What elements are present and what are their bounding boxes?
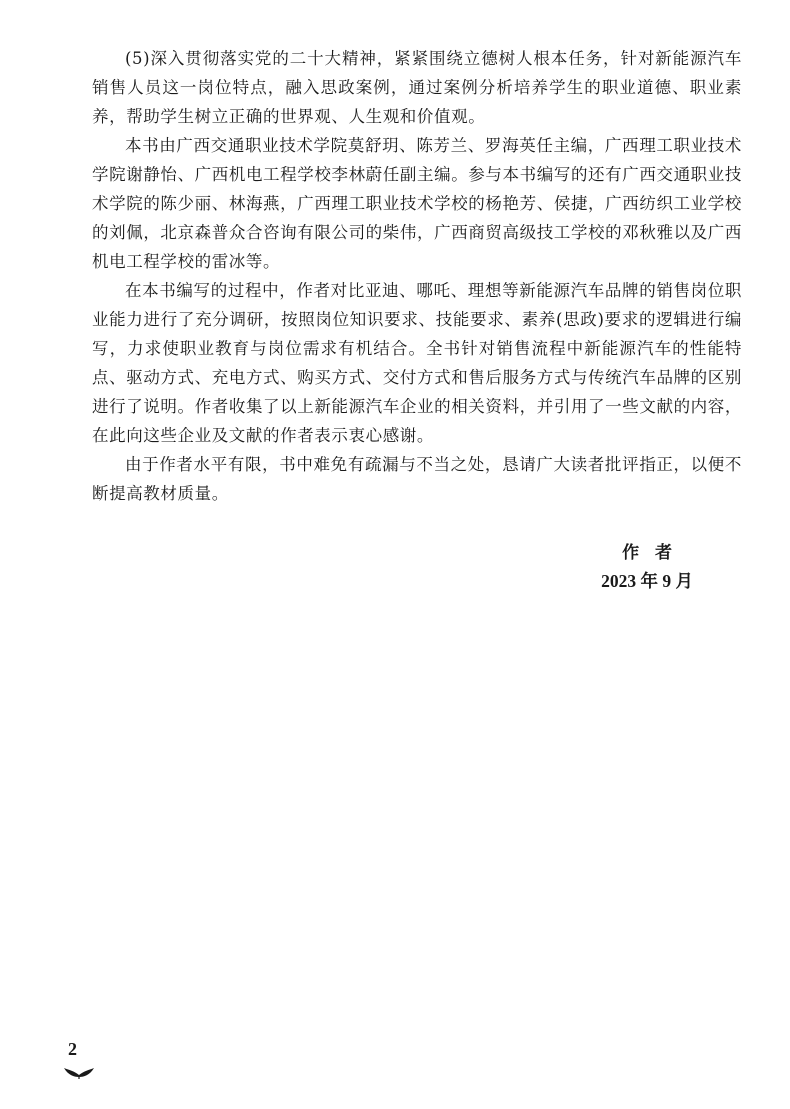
paragraph-closing: 由于作者水平有限，书中难免有疏漏与不当之处，恳请广大读者批评指正，以便不断提高教材质量。	[92, 455, 742, 503]
paragraph-editors: 本书由广西交通职业技术学院莫舒玥、陈芳兰、罗海英任主编，广西理工职业技术学院谢静怡、广西机电工程学校李林蔚任副主编。参与本书编写的还有广西交通职业技术学院的陈少丽、林海燕，广西理工职业技术学校的杨艳芳、侯捷，广西纺织工业学校的刘佩，北京森普众合咨询有限公司的柴伟，广西商贸高级技工学校的邓秋雅以及广西机电工程学校的雷冰等。	[92, 136, 742, 271]
page-number: 2	[68, 1039, 77, 1059]
paragraph-research: 在本书编写的过程中，作者对比亚迪、哪吒、理想等新能源汽车品牌的销售岗位职业能力进行了充分调研，按照岗位知识要求、技能要求、素养(思政)要求的逻辑进行编写，力求使职业教育与岗位需求有机结合。全书针对销售流程中新能源汽车的性能特点、驱动方式、充电方式、购买方式、交付方式和售后服务方式与传统汽车品牌的区别进行了说明。作者收集了以上新能源汽车企业的相关资料，并引用了一些文献的内容，在此向这些企业及文献的作者表示衷心感谢。	[92, 281, 742, 445]
signature-author: 作者	[622, 543, 689, 563]
paragraph-item-5: (5)深入贯彻落实党的二十大精神，紧紧围绕立德树人根本任务，针对新能源汽车销售人员这一岗位特点，融入思政案例，通过案例分析培养学生的职业道德、职业素养，帮助学生树立正确的世界观、人生观和价值观。	[92, 49, 742, 126]
preface-body	[92, 44, 742, 508]
leaf-ornament-icon	[62, 1062, 96, 1080]
signature-date: 2023 年 9 月	[601, 571, 693, 591]
signature-block	[601, 539, 693, 595]
